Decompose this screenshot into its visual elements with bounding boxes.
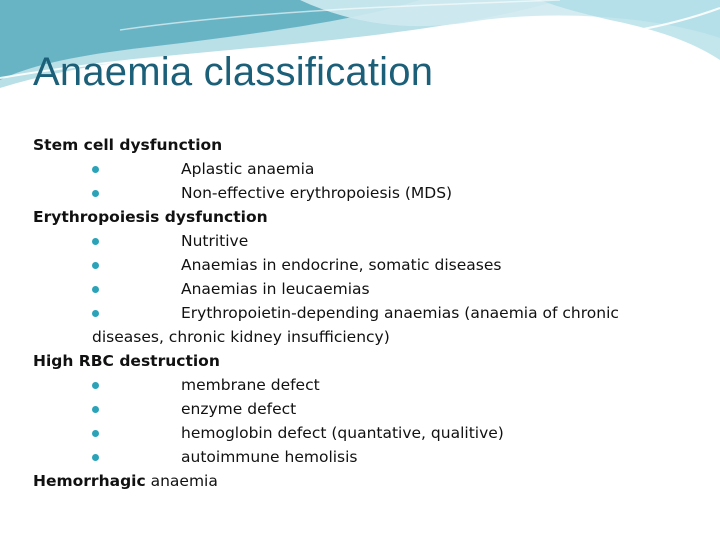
bullet-icon: [92, 382, 99, 389]
list-item: [33, 421, 703, 445]
bullet-icon: [92, 166, 99, 173]
list-item: [33, 253, 703, 277]
list-item-text: hemoglobin defect (quantative, qualitive): [181, 424, 504, 442]
section-heading: [33, 133, 703, 157]
section-heading-text: Stem cell dysfunction: [33, 136, 223, 154]
page-title: Anaemia classification: [33, 50, 434, 94]
list-item-text: Nutritive: [181, 232, 249, 250]
list-item-text: autoimmune hemolisis: [181, 448, 358, 466]
bullet-icon: [92, 430, 99, 437]
bullet-icon: [92, 262, 99, 269]
bullet-icon: [92, 238, 99, 245]
list-item: [33, 397, 703, 421]
banner-wave-right: [540, 0, 720, 60]
list-item: [33, 157, 703, 181]
section-heading: [33, 349, 703, 373]
bullet-icon: [92, 190, 99, 197]
list-item: [33, 229, 703, 253]
section-heading: [33, 469, 703, 493]
list-item-text: membrane defect: [181, 376, 320, 394]
bullet-icon: [92, 286, 99, 293]
list-item-continuation: diseases, chronic kidney insufficiency): [92, 328, 390, 346]
bullet-icon: [92, 406, 99, 413]
list-item: [33, 373, 703, 397]
list-item: [33, 445, 703, 469]
list-item-text: Erythropoietin-depending anaemias (anaemia of chronic: [181, 304, 619, 322]
list-item-text: Aplastic anaemia: [181, 160, 315, 178]
bullet-icon: [92, 310, 99, 317]
list-item-text: Anaemias in leucaemias: [181, 280, 370, 298]
list-item-text: Non-effective erythropoiesis (MDS): [181, 184, 453, 202]
bullet-icon: [92, 454, 99, 461]
section-heading-suffix: anaemia: [145, 472, 218, 490]
list-item-text: enzyme defect: [181, 400, 297, 418]
section-heading: [33, 205, 703, 229]
section-heading-text: Hemorrhagic: [33, 472, 146, 490]
list-item: [33, 181, 703, 205]
list-item: [33, 301, 703, 325]
list-item-text: Anaemias in endocrine, somatic diseases: [181, 256, 502, 274]
list-item: [33, 277, 703, 301]
section-heading-text: High RBC destruction: [33, 352, 220, 370]
classification-list: [33, 133, 703, 493]
section-heading-text: Erythropoiesis dysfunction: [33, 208, 268, 226]
